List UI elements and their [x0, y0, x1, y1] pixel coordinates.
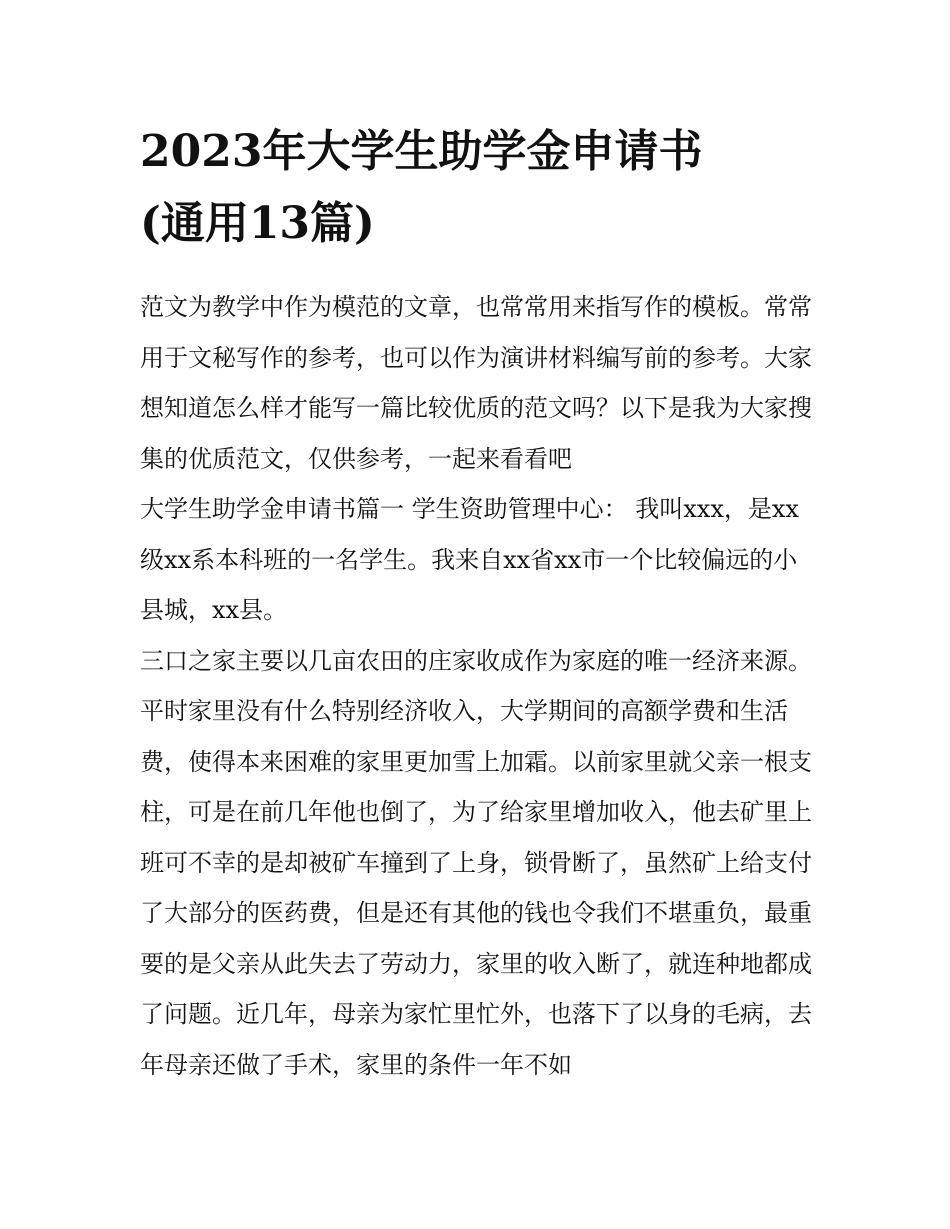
paragraph-intro: 范文为教学中作为模范的文章，也常常用来指写作的模板。常常用于文秘写作的参考，也可以作为演讲材料编写前的参考。大家想知道怎么样才能写一篇比较优质的范文吗？以下是我为大家搜集的优质范文，仅供参考，一起来看看吧 — [140, 293, 812, 473]
title-line-1: 2023年大学生助学金申请书 — [140, 126, 703, 177]
paragraph-applicant: 大学生助学金申请书篇一 学生资助管理中心： 我叫xxx，是xx级xx系本科班的一名学生。我来自xx省xx市一个比较偏远的小县城，xx县。 — [140, 495, 799, 624]
document-page — [140, 0, 812, 1090]
document-title — [140, 0, 812, 260]
title-line-2: (通用13篇) — [140, 198, 375, 249]
document-body — [140, 282, 812, 1090]
paragraph-family: 三口之家主要以几亩农田的庄家收成作为家庭的唯一经济来源。平时家里没有什么特别经济收入，大学期间的高额学费和生活费，使得本来困难的家里更加雪上加霜。以前家里就父亲一根支柱，可是在前几年他也倒了，为了给家里增加收入，他去矿里上班可不幸的是却被矿车撞到了上身，锁骨断了，虽然矿上给支付了大部分的医药费，但是还有其他的钱也令我们不堪重负，最重要的是父亲从此失去了劳动力，家里的收入断了，就连种地都成了问题。近几年，母亲为家忙里忙外，也落下了以身的毛病，去年母亲还做了手术，家里的条件一年不如 — [140, 646, 812, 1079]
